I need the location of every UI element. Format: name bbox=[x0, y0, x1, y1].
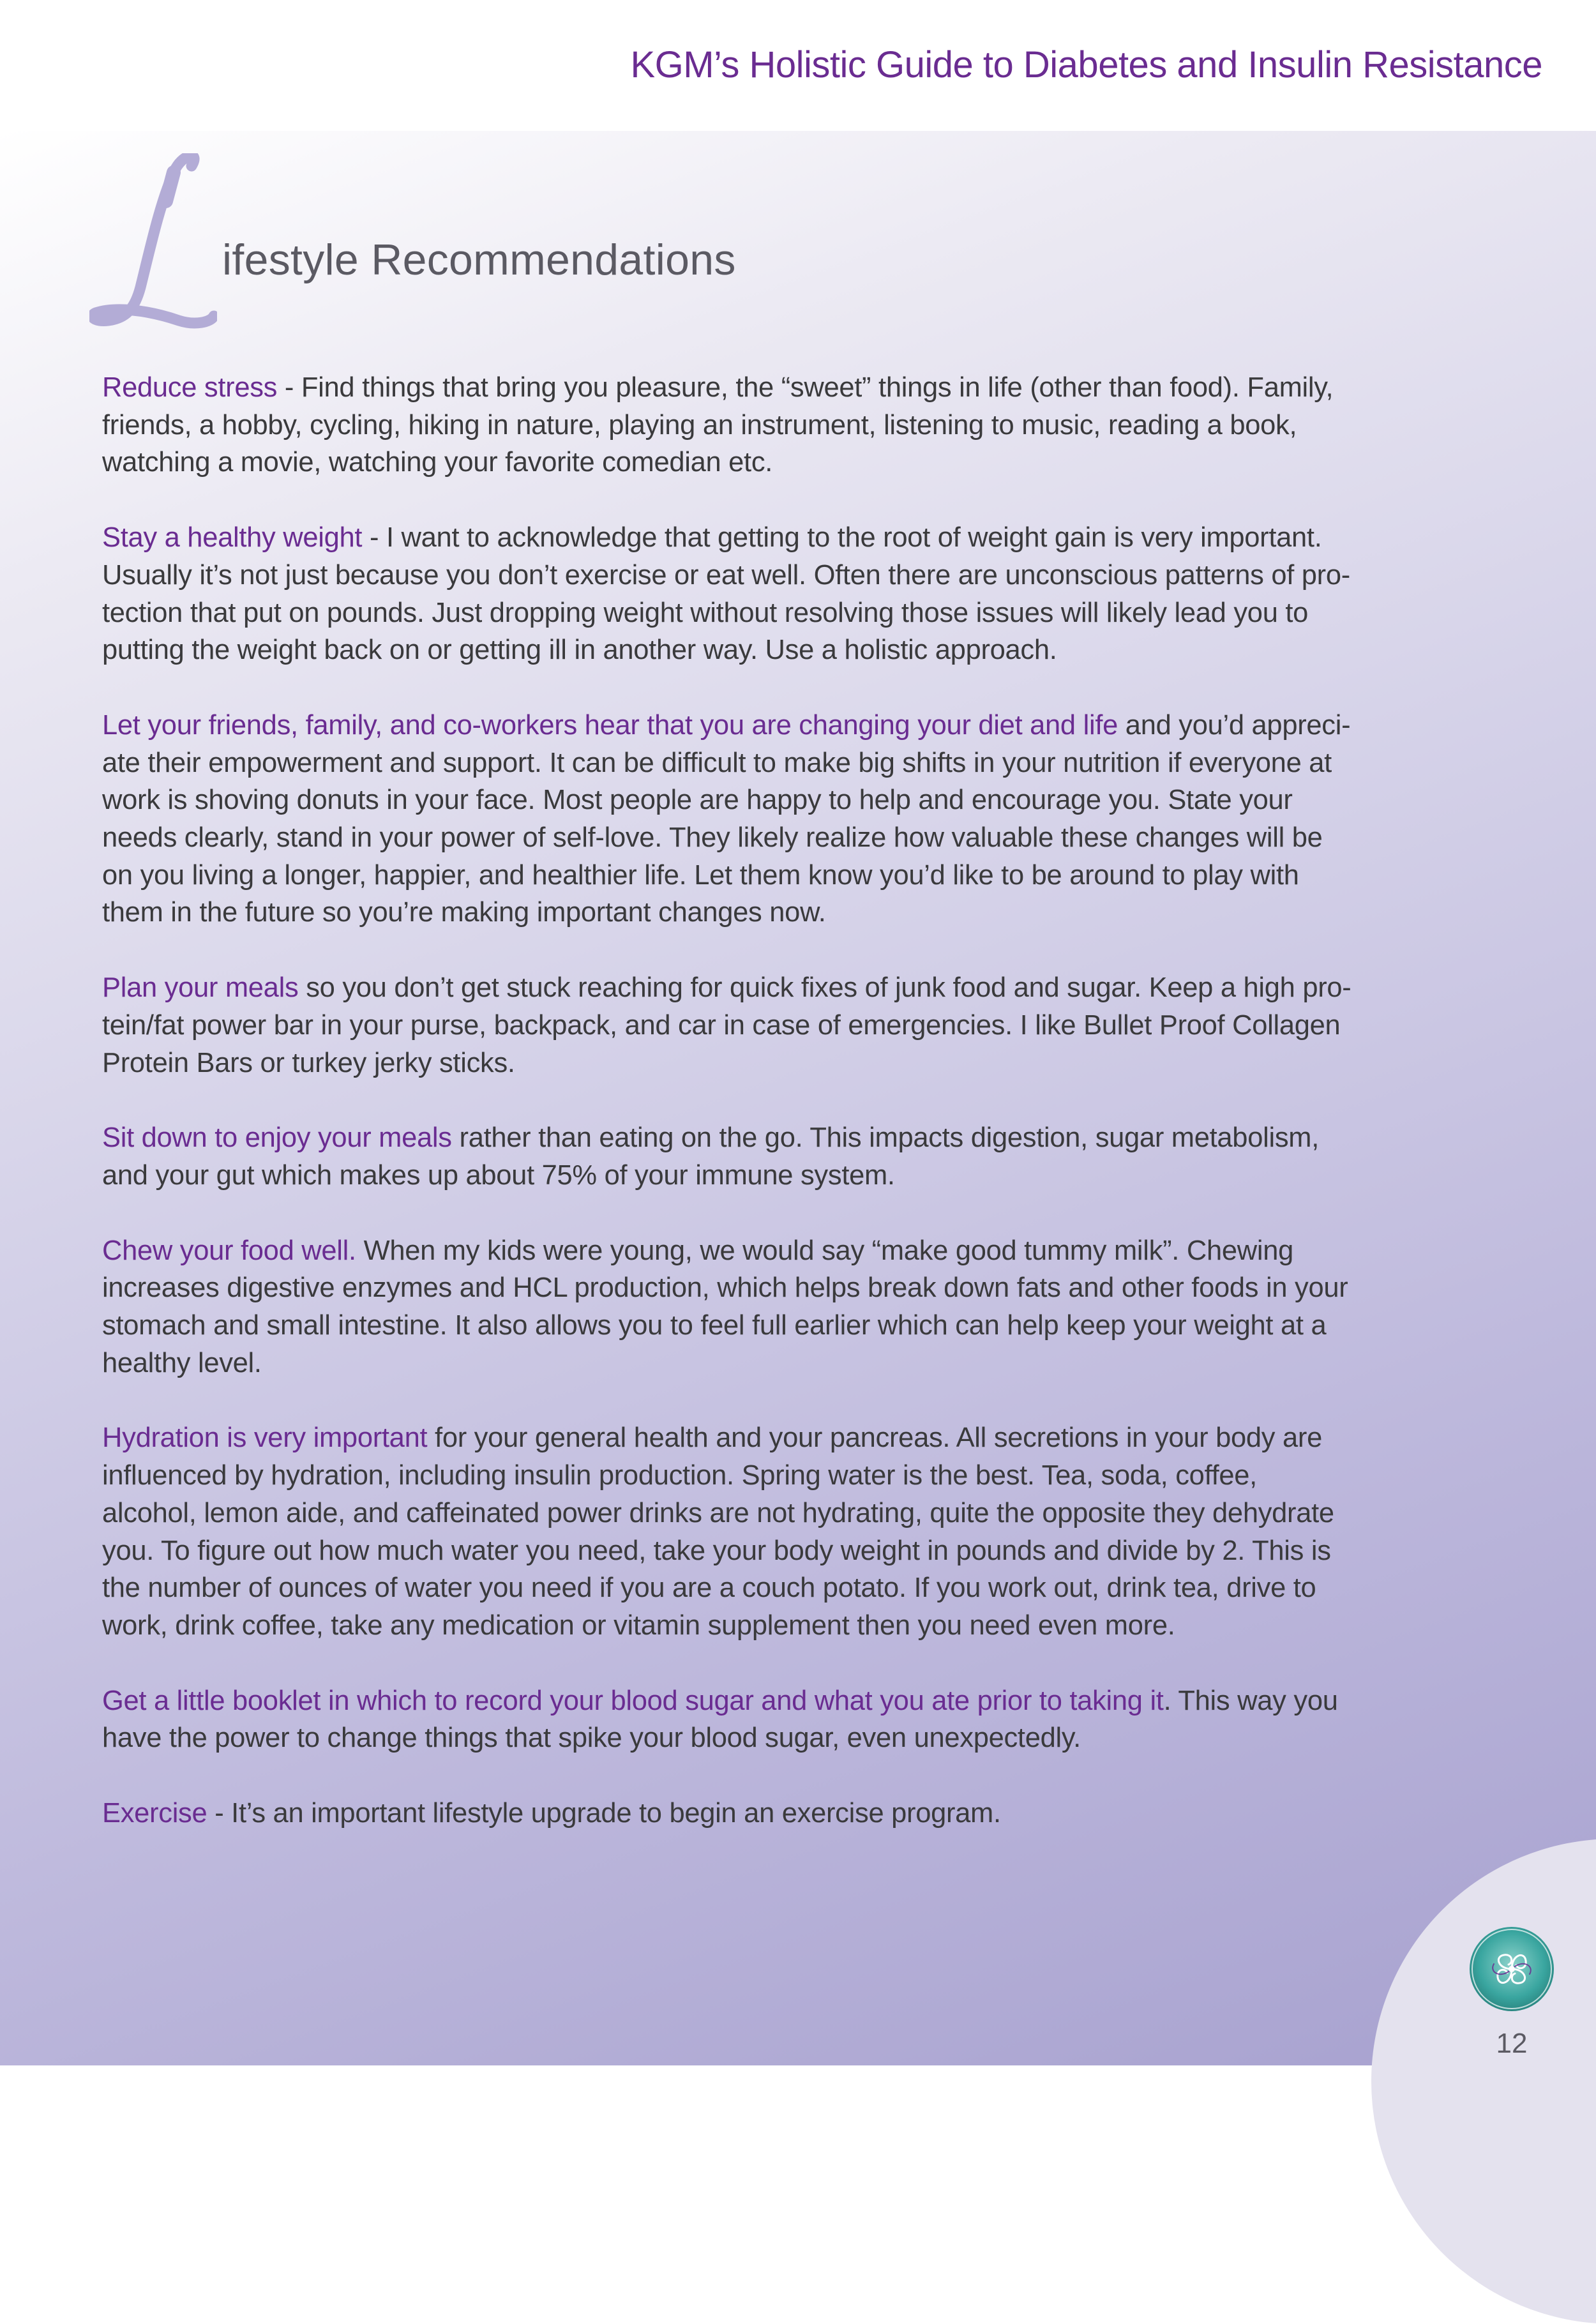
body-text: - Find things that bring you pleasure, the “sweet” things in life (other than food). Family, bbox=[277, 372, 1334, 403]
body-text: . This way you bbox=[1163, 1685, 1338, 1716]
body-text: so you don’t get stuck reaching for quick fixes of junk food and sugar. Keep a high pro- bbox=[298, 972, 1351, 1004]
body-text: you. To figure out how much water you need, take your body weight in pounds and divide by 2. This is bbox=[102, 1535, 1331, 1566]
text-line bbox=[102, 369, 1443, 407]
recommendation-paragraph bbox=[102, 1795, 1443, 1832]
text-line bbox=[102, 1607, 1443, 1645]
recommendations-list bbox=[102, 369, 1443, 1870]
recommendation-paragraph bbox=[102, 1419, 1443, 1644]
text-line bbox=[102, 857, 1443, 894]
text-line bbox=[102, 819, 1443, 857]
body-text: ate their empowerment and support. It can be difficult to make big shifts in your nutrition if everyone at bbox=[102, 747, 1332, 778]
text-line bbox=[102, 594, 1443, 632]
body-text: work, drink coffee, take any medication or vitamin supplement then you need even more. bbox=[102, 1610, 1175, 1641]
text-line bbox=[102, 744, 1443, 782]
body-text: and you’d appreci- bbox=[1118, 709, 1351, 741]
body-text: for your general health and your pancreas. All secretions in your body are bbox=[427, 1422, 1322, 1454]
text-line bbox=[102, 444, 1443, 481]
section-title: ifestyle Recommendations bbox=[222, 236, 736, 284]
body-text: putting the weight back on or getting ill in another way. Use a holistic approach. bbox=[102, 635, 1057, 666]
text-line bbox=[102, 1457, 1443, 1495]
recommendation-title: Let your friends, family, and co-workers hear that you are changing your diet and life bbox=[102, 709, 1118, 741]
body-text: watching a movie, watching your favorite comedian etc. bbox=[102, 447, 773, 478]
text-line bbox=[102, 519, 1443, 557]
text-line bbox=[102, 1495, 1443, 1532]
text-line bbox=[102, 1307, 1443, 1345]
recommendation-title: Sit down to enjoy your meals bbox=[102, 1122, 452, 1154]
recommendation-title: Stay a healthy weight bbox=[102, 522, 363, 554]
body-text: on you living a longer, happier, and healthier life. Let them know you’d like to be around to play with bbox=[102, 859, 1299, 891]
text-line bbox=[102, 557, 1443, 594]
recommendation-title: Hydration is very important bbox=[102, 1422, 428, 1454]
body-text: rather than eating on the go. This impacts digestion, sugar metabolism, bbox=[451, 1122, 1319, 1154]
body-text: increases digestive enzymes and HCL production, which helps break down fats and other foods in your bbox=[102, 1272, 1348, 1304]
text-line bbox=[102, 1045, 1443, 1082]
body-text: When my kids were young, we would say “make good tummy milk”. Chewing bbox=[356, 1235, 1293, 1266]
body-text: alcohol, lemon aide, and caffeinated power drinks are not hydrating, quite the opposite they dehydrate bbox=[102, 1497, 1334, 1528]
recommendation-paragraph bbox=[102, 1119, 1443, 1194]
text-line bbox=[102, 1569, 1443, 1607]
recommendation-title: Reduce stress bbox=[102, 372, 278, 403]
text-line bbox=[102, 407, 1443, 444]
recommendation-title: Exercise bbox=[102, 1798, 207, 1829]
text-line bbox=[102, 1682, 1443, 1720]
body-text: healthy level. bbox=[102, 1347, 262, 1378]
body-text: Usually it’s not just because you don’t exercise or eat well. Often there are unconscious patterns of pro- bbox=[102, 559, 1350, 591]
recommendation-title: Chew your food well. bbox=[102, 1235, 356, 1266]
text-line bbox=[102, 1719, 1443, 1757]
body-text: stomach and small intestine. It also allows you to feel full earlier which can help keep your weight at a bbox=[102, 1310, 1327, 1341]
drop-cap-l-icon bbox=[89, 153, 217, 332]
body-text: tection that put on pounds. Just dropping weight without resolving those issues will likely lead you to bbox=[102, 597, 1309, 628]
recommendation-paragraph bbox=[102, 519, 1443, 669]
page-header bbox=[0, 0, 1596, 131]
text-line bbox=[102, 1532, 1443, 1570]
body-text: Protein Bars or turkey jerky sticks. bbox=[102, 1047, 515, 1078]
body-text: tein/fat power bar in your purse, backpack, and car in case of emergencies. I like Bullet Proof Collagen bbox=[102, 1009, 1341, 1041]
body-text: work is shoving donuts in your face. Most people are happy to help and encourage you. State your bbox=[102, 785, 1293, 816]
body-text: have the power to change things that spike your blood sugar, even unexpectedly. bbox=[102, 1723, 1081, 1754]
recommendation-paragraph bbox=[102, 1232, 1443, 1382]
body-text: the number of ounces of water you need if you are a couch potato. If you work out, drink tea, drive to bbox=[102, 1573, 1316, 1604]
text-line bbox=[102, 1795, 1443, 1832]
body-text: influenced by hydration, including insulin production. Spring water is the best. Tea, soda, coffee, bbox=[102, 1460, 1257, 1491]
recommendation-paragraph bbox=[102, 369, 1443, 481]
recommendation-title: Get a little booklet in which to record your blood sugar and what you ate prior to taking it bbox=[102, 1685, 1164, 1716]
body-text: needs clearly, stand in your power of self-love. They likely realize how valuable these changes will be bbox=[102, 822, 1323, 854]
text-line bbox=[102, 1419, 1443, 1457]
body-text: friends, a hobby, cycling, hiking in nature, playing an instrument, listening to music, reading a book, bbox=[102, 409, 1297, 441]
body-text: and your gut which makes up about 75% of your immune system. bbox=[102, 1159, 895, 1191]
recommendation-paragraph bbox=[102, 1682, 1443, 1757]
recommendation-title: Plan your meals bbox=[102, 972, 299, 1004]
body-text: them in the future so you’re making important changes now. bbox=[102, 897, 826, 928]
recommendation-paragraph bbox=[102, 969, 1443, 1082]
recommendation-paragraph bbox=[102, 707, 1443, 932]
body-text: - It’s an important lifestyle upgrade to begin an exercise program. bbox=[207, 1798, 1001, 1829]
page-number: 12 bbox=[1496, 2028, 1528, 2059]
text-line bbox=[102, 1157, 1443, 1195]
text-line bbox=[102, 707, 1443, 744]
document-title: KGM’s Holistic Guide to Diabetes and Insulin Resistance bbox=[630, 44, 1542, 86]
text-line bbox=[102, 969, 1443, 1007]
text-line bbox=[102, 1269, 1443, 1307]
body-text: - I want to acknowledge that getting to the root of weight gain is very important. bbox=[362, 522, 1322, 554]
text-line bbox=[102, 781, 1443, 819]
text-line bbox=[102, 1345, 1443, 1382]
text-line bbox=[102, 894, 1443, 932]
text-line bbox=[102, 1007, 1443, 1045]
text-line bbox=[102, 1232, 1443, 1270]
text-line bbox=[102, 631, 1443, 669]
text-line bbox=[102, 1119, 1443, 1157]
mandala-logo-icon bbox=[1468, 1926, 1555, 2012]
